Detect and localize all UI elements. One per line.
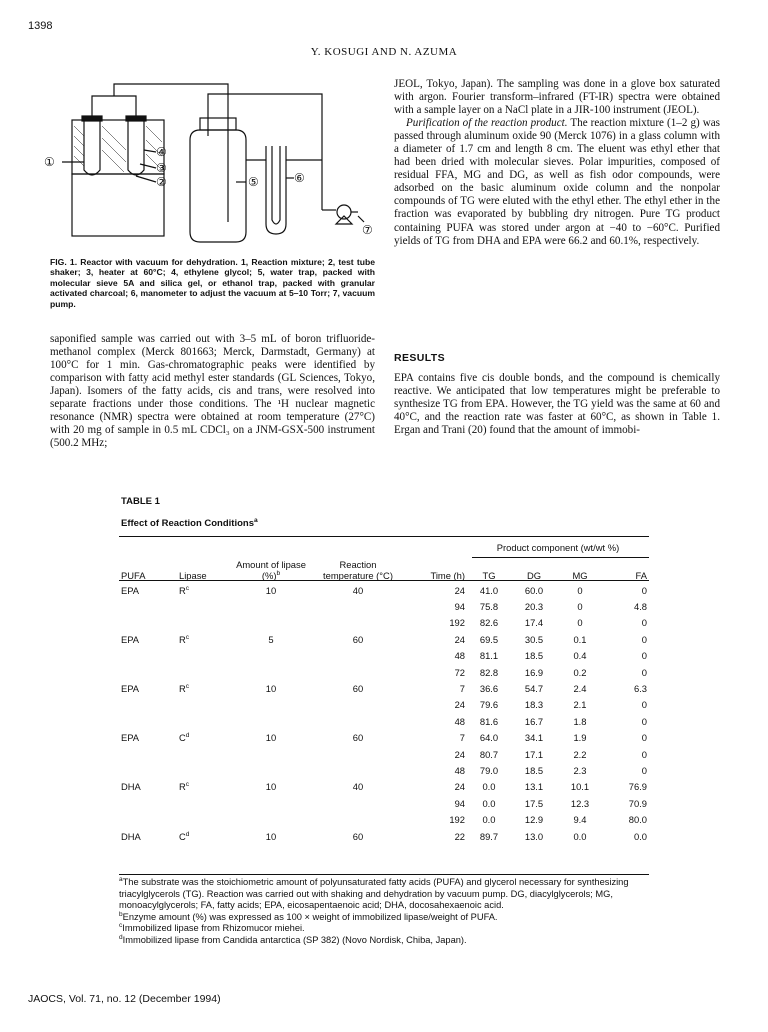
right-column [394,78,720,248]
table-cell-tg: 81.1 [479,650,499,662]
table-cell-lipase [177,598,231,614]
table-cell-lipase [177,648,231,664]
table-cell-amount [231,795,311,811]
table-cell-fa: 80.0 [628,814,647,826]
table-cell-tg: 82.6 [479,617,499,629]
table-cell-pufa [119,598,177,614]
figure-label: ④ [156,145,167,159]
table-cell-pufa: EPA [121,683,140,695]
table-row [119,680,649,696]
table-cell-temp: 60 [352,683,364,695]
table-cell-mg: 2.1 [573,699,587,711]
table-rule-bottom [119,874,649,875]
table-cell-fa: 0 [641,666,647,678]
table-cell-tg: 64.0 [479,732,499,744]
purification-paragraph [394,117,720,247]
table-cell-time: 24 [454,781,465,793]
table-cell-pufa: EPA [121,633,140,645]
column-header: DG [526,570,542,581]
figure-caption: FIG. 1. Reactor with vacuum for dehydration. 1, Reaction mixture; 2, test tube shaker; 3, heater at 60°C; 4, ethylene glycol; 5, water trap, packed with molecular sieve 5A and silica gel, or ethanol trap, packed with granular activated charcoal; 6, manometer to adjust the vacuum at 5–10 Torr; 7, vacuum pump. [50,257,375,309]
table-cell-amount [231,697,311,713]
table-cell-dg: 17.5 [524,797,544,809]
table-cell-mg: 9.4 [573,814,587,826]
tube-trap-out [208,94,322,210]
table-row [119,779,649,795]
column-header: Amount of lipase (%)$^b$ [236,559,306,581]
table-cell-dg: 18.3 [524,699,544,711]
table-cell-temp: 40 [352,584,364,596]
table-cell-mg: 0.2 [573,666,587,678]
table-cell-amount [231,746,311,762]
tube-connect [92,96,136,116]
table-cell-lipase [177,713,231,729]
table-row [119,648,649,664]
table-cell-temp [311,598,405,614]
table-cell-mg: 0 [577,584,583,596]
table-cell-time: 48 [454,650,465,662]
column-header: TG [482,570,496,581]
table-cell-tg: 69.5 [479,633,499,645]
purification-heading: Purification of the reaction product. [406,117,568,130]
running-head: Y. KOSUGI AND N. AZUMA [310,46,458,58]
column-header: Reaction temperature (°C) [323,559,393,581]
table-row [119,664,649,680]
table-cell-fa: 0 [641,633,647,645]
table-cell-dg: 20.3 [524,601,544,613]
table-cell-pufa [119,713,177,729]
test-tube-left [84,120,100,175]
table-cell-dg: 30.5 [524,633,544,645]
table-cell-fa: 0 [641,732,647,744]
table-cell-temp [311,697,405,713]
table-cell-dg: 17.1 [524,748,544,760]
table-cell-dg: 16.9 [524,666,544,678]
table-row [119,762,649,778]
table-cell-mg: 0.1 [573,633,587,645]
table-cell-lipase: $R^c$ [179,781,190,793]
table-row [119,713,649,729]
table-cell-time: 94 [454,797,465,809]
table-cell-lipase: $R^c$ [179,682,190,695]
table-cell-temp [311,746,405,762]
table-cell-dg: 18.5 [524,650,544,662]
body-paragraph: saponified sample was carried out with 3–5 mL of boron trifluoride-methanol complex (Merck 801663; Merck, Darmstadt, Germany) at 100°C for 1 min. Gas-chromatographic peaks were identified by comparison with fatty acid methyl ester standards (GL Sciences, Tokyo, Japan). Isomers of the fatty acids, cis and trans, were resolved into separate fractions under those conditions. The ¹H nuclear magnetic resonance (NMR) spectra were obtained at room temperature (27°C) with 20 mg of sample in 0.5 mL CDCl₃ on a JNM-GSX-500 instrument (500.2 MHz; [50,333,375,450]
table-cell-lipase [177,762,231,778]
table-row [119,811,649,827]
table-cell-amount: 10 [265,732,277,744]
table-cell-dg: 34.1 [524,732,544,744]
journal-footer: JAOCS, Vol. 71, no. 12 (December 1994) [28,993,221,1005]
table-cell-fa: 0 [641,584,647,596]
table-title-sup: a [254,516,258,524]
table-cell-lipase [177,795,231,811]
table-cell-time: 48 [454,715,465,727]
table-cell-tg: 79.6 [479,699,499,711]
table-cell-tg: 41.0 [479,584,499,596]
table-cell-time: 94 [454,601,465,613]
figure-label: ③ [156,161,167,175]
footnote: $^d$Immobilized lipase from Candida antarctica (SP 382) (Novo Nordisk, Chiba, Japan). [119,933,467,945]
table-cell-fa: 76.9 [628,781,647,793]
table-cell-lipase [177,746,231,762]
table-cell-tg: 75.8 [479,601,499,613]
figure-label: ⑦ [362,223,373,237]
table-row [119,615,649,631]
water-trap [190,130,246,242]
table-cell-mg: 10.1 [570,781,590,793]
table-cell-tg: 89.7 [479,830,499,842]
table-row [119,730,649,746]
table-cell-fa: 0 [641,715,647,727]
trap-neck [200,118,236,130]
table-cell-time: 72 [454,666,465,678]
purification-text: The reaction mixture (1–2 g) was passed through aluminum oxide 90 (Merck 1076) in a glass column with a diameter of 1.7 cm and length 8 cm. The eluent was ethyl ether that had been dried with molecular sieves. Polar impurities, composed of residual FFA, MG and DG, as well as fish odor compounds, were adsorbed on the basic aluminum oxide column and the nonpolar compounds of TG were eluted with the ethyl ether. The ethyl ether in the fraction was evaporated by bubbling dry nitrogen. Pure TG product containing PUFA was stored under argon at −40 to −60°C. Purified yields of TG from DHA and EPA were 66.2 and 60.1%, respectively. [394,117,720,247]
table-cell-fa: 0.0 [633,830,647,842]
table-row [119,828,649,844]
table-cell-dg: 16.7 [524,715,544,727]
table-cell-fa: 0 [641,748,647,760]
table-title-text: Effect of Reaction Conditions [121,518,254,529]
table-cell-tg: 79.0 [479,764,499,776]
table-cell-time: 22 [454,830,465,842]
table-cell-time: 24 [454,748,465,760]
table-cell-pufa [119,697,177,713]
reactor-diagram [40,82,380,254]
table-cell-temp [311,648,405,664]
left-column [50,333,375,450]
table-cell-amount: 10 [265,584,277,596]
table-cell-dg: 13.0 [524,830,544,842]
table-cell-lipase: $C^d$ [179,732,190,744]
table-cell-dg: 13.1 [524,781,544,793]
table-cell-time: 24 [454,584,465,596]
table-cell-lipase: $R^c$ [179,633,190,645]
table-cell-time: 7 [459,732,465,744]
table-cell-fa: 70.9 [628,797,647,809]
table-cell-mg: 2.3 [573,764,587,776]
body-paragraph: JEOL, Tokyo, Japan). The sampling was done in a glove box saturated with argon. Fourier transform–infrared (FT-IR) spectra were obtained with a sample layer on a NaCl plate in a JIR-100 instrument (JEOL). [394,78,720,117]
table-footnotes [119,877,649,947]
table-cell-dg: 60.0 [524,584,544,596]
table-cell-mg: 0 [577,617,583,629]
footnote: $^b$Enzyme amount (%) was expressed as 100 × weight of immobilized lipase/weight of PUFA. [119,910,498,922]
table-cell-pufa [119,762,177,778]
table-cell-dg: 18.5 [524,764,544,776]
table-cell-amount: 10 [265,683,277,695]
column-header: Lipase [179,570,207,581]
table-cell-pufa: EPA [121,732,140,744]
table-label: TABLE 1 [121,496,160,507]
table-title [121,518,258,529]
column-header: PUFA [121,570,146,581]
table-cell-amount: 10 [265,830,277,842]
table-cell-mg: 1.8 [573,715,587,727]
table-cell-temp: 60 [352,633,364,645]
table-cell-lipase [177,615,231,631]
table-cell-pufa: EPA [121,584,140,596]
table-cell-mg: 0.0 [573,830,587,842]
table-cell-amount: 5 [268,633,274,645]
figure-label: ① [44,155,55,169]
table-cell-temp [311,795,405,811]
table-cell-fa: 4.8 [633,601,647,613]
table-row [119,795,649,811]
table-cell-lipase: $R^c$ [179,584,190,596]
product-header: Product component (wt/wt %) [496,541,620,553]
table-cell-lipase [177,697,231,713]
vacuum-pump [337,205,351,219]
figure-label: ⑤ [248,175,259,189]
reaction-table [119,536,649,844]
table-cell-pufa: DHA [121,781,141,793]
table-row [119,746,649,762]
stopper-left [82,116,102,121]
table-cell-fa: 0 [641,617,647,629]
table-cell-tg: 0.0 [482,814,496,826]
table-cell-pufa [119,795,177,811]
table-cell-amount [231,713,311,729]
table-cell-temp: 60 [352,830,364,842]
table-cell-tg: 82.8 [479,666,499,678]
manometer [266,146,286,234]
table-cell-pufa [119,664,177,680]
table-cell-time: 48 [454,764,465,776]
table-cell-temp [311,713,405,729]
stopper-right [126,116,146,121]
table-cell-pufa: DHA [121,830,141,842]
table-cell-mg: 2.2 [573,748,587,760]
table-cell-mg: 0 [577,601,583,613]
table-cell-fa: 0 [641,764,647,776]
table-cell-temp [311,615,405,631]
table-cell-mg: 0.4 [573,650,587,662]
table-cell-pufa [119,615,177,631]
table-cell-amount [231,598,311,614]
table-cell-temp: 40 [352,781,364,793]
table-cell-time: 24 [454,699,465,711]
table-cell-dg: 12.9 [524,814,544,826]
table-cell-tg: 80.7 [479,748,499,760]
table-cell-tg: 81.6 [479,715,499,727]
table-cell-amount [231,811,311,827]
table-cell-tg: 36.6 [479,683,499,695]
table-cell-amount [231,762,311,778]
table-cell-temp: 60 [352,732,364,744]
table-cell-amount [231,664,311,680]
footnote: $^c$Immobilized lipase from Rhizomucor miehei. [119,922,305,934]
table-cell-amount [231,615,311,631]
column-header: MG [572,570,588,581]
table-cell-mg: 1.9 [573,732,587,744]
table-row [119,631,649,647]
table-cell-tg: 0.0 [482,781,496,793]
table-cell-mg: 12.3 [570,797,590,809]
table-row [119,582,649,598]
table-cell-amount [231,648,311,664]
table-cell-fa: 0 [641,699,647,711]
table-cell-tg: 0.0 [482,797,496,809]
figure-label: ② [156,175,167,189]
test-tube-right [128,120,144,175]
table-cell-fa: 0 [641,650,647,662]
table-cell-pufa [119,811,177,827]
results-paragraph: EPA contains five cis double bonds, and the compound is chemically reactive. We anticipated that low temperatures might be preferable to synthesize TG from EPA. However, the TG yield was the same at 60 and 40°C, and the reaction rate was faster at 60°C, as shown in Table 1. Ergan and Trani (20) found that the amount of immobi- [394,372,720,437]
results-heading: RESULTS [394,352,446,364]
table-cell-time: 7 [459,683,465,695]
table-cell-temp [311,664,405,680]
table-cell-dg: 54.7 [524,683,544,695]
table-cell-dg: 17.4 [524,617,544,629]
table-cell-pufa [119,648,177,664]
table-cell-fa: 6.3 [633,683,647,695]
table-row [119,598,649,614]
table-cell-mg: 2.4 [573,683,587,695]
table-cell-temp [311,811,405,827]
table-cell-time: 192 [449,617,465,629]
table-row [119,697,649,713]
shaker-box [72,174,164,236]
table-cell-lipase [177,664,231,680]
table-cell-pufa [119,746,177,762]
column-header: FA [635,570,647,581]
page-number: 1398 [28,20,53,32]
figure-label: ⑥ [294,171,305,185]
footnote: $^a$The substrate was the stoichiometric amount of polyunsaturated fatty acids (PUFA) and glycerol necessary for synthesizing triacylglycerols (TG). Reaction was carried out with shaking and dehydration by vacuum pump. DG, diacylglycerols; MG, monoacylglycerols; FA, fatty acids; EPA, eicosapentaenoic acid; DHA, docosahexaenoic acid. [119,875,629,911]
table-cell-temp [311,762,405,778]
table-cell-time: 192 [449,814,465,826]
table-cell-lipase: $C^d$ [179,830,190,842]
table-cell-lipase [177,811,231,827]
table-cell-amount: 10 [265,781,277,793]
table-cell-time: 24 [454,633,465,645]
column-header: Time (h) [430,570,465,581]
